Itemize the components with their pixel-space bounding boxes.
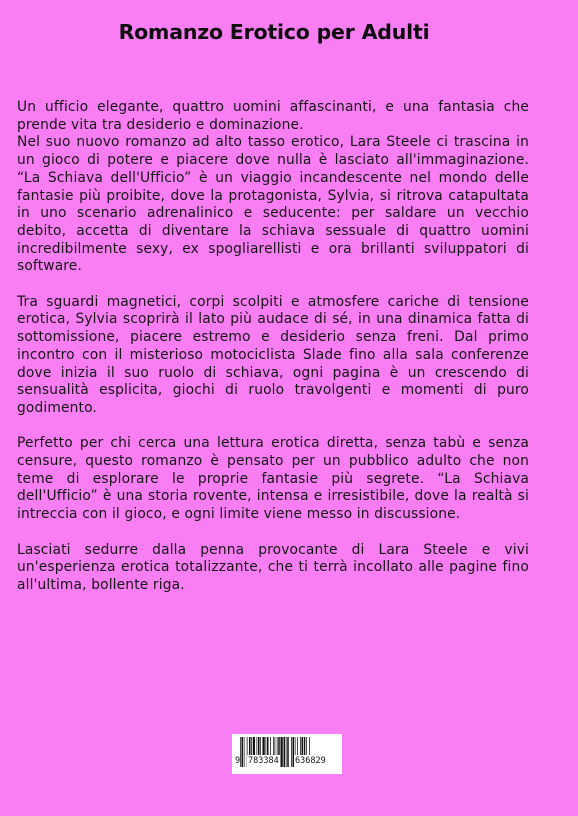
- barcode-lead-digit: 9: [235, 756, 241, 766]
- blurb-paragraph: Un ufficio elegante, quattro uomini affascinanti, e una fantasia che prende vita tra desiderio e dominazione.: [17, 99, 529, 133]
- blurb-paragraph: Lasciati sedurre dalla penna provocante di Lara Steele e vivi un'esperienza erotica totalizzante, che ti terrà incollato alle pagine fino all'ultima, bollente riga.: [17, 541, 529, 593]
- barcode-digits: [232, 755, 342, 767]
- barcode-bars-icon: [232, 734, 342, 774]
- isbn-barcode: [232, 734, 342, 774]
- blurb-paragraph: Perfetto per chi cerca una lettura erotica diretta, senza tabù e senza censure, questo romanzo è pensato per un pubblico adulto che non teme di esplorare le proprie fantasie più segrete. “La Schiava dell'Ufficio” è una storia rovente, intensa e irresistibile, dove la realtà si intreccia con il gioco, e ogni limite viene messo in discussione.: [17, 435, 529, 523]
- barcode-left-digits: 783384: [248, 756, 279, 766]
- blurb-paragraph: Nel suo nuovo romanzo ad alto tasso erotico, Lara Steele ci trascina in un gioco di potere e piacere dove nulla è lasciato all'immaginazione. “La Schiava dell'Ufficio” è un viaggio incandescente nel mondo delle fantasie più proibite, dove la protagonista, Sylvia, si ritrova catapultata in uno scenario adrenalinico e seducente: per saldare un vecchio debito, accetta di diventare la schiava sessuale di quattro uomini incredibilmente sexy, ex spogliarellisti e ora brillanti sviluppatori di software.: [17, 134, 529, 275]
- cover-title: Romanzo Erotico per Adulti: [118, 20, 430, 44]
- blurb-paragraph: Tra sguardi magnetici, corpi scolpiti e atmosfere cariche di tensione erotica, Sylvia scoprirà il lato più audace di sé, in una dinamica fatta di sottomissione, piacere estremo e desiderio senza freni. Dal primo incontro con il misterioso motociclista Slade fino alla sala conferenze dove inizia il suo ruolo di schiava, ogni pagina è un crescendo di sensualità esplicita, giochi di ruolo travolgenti e momenti di puro godimento.: [17, 293, 529, 416]
- barcode-right-digits: 636829: [295, 756, 326, 766]
- blurb-text: [17, 99, 529, 612]
